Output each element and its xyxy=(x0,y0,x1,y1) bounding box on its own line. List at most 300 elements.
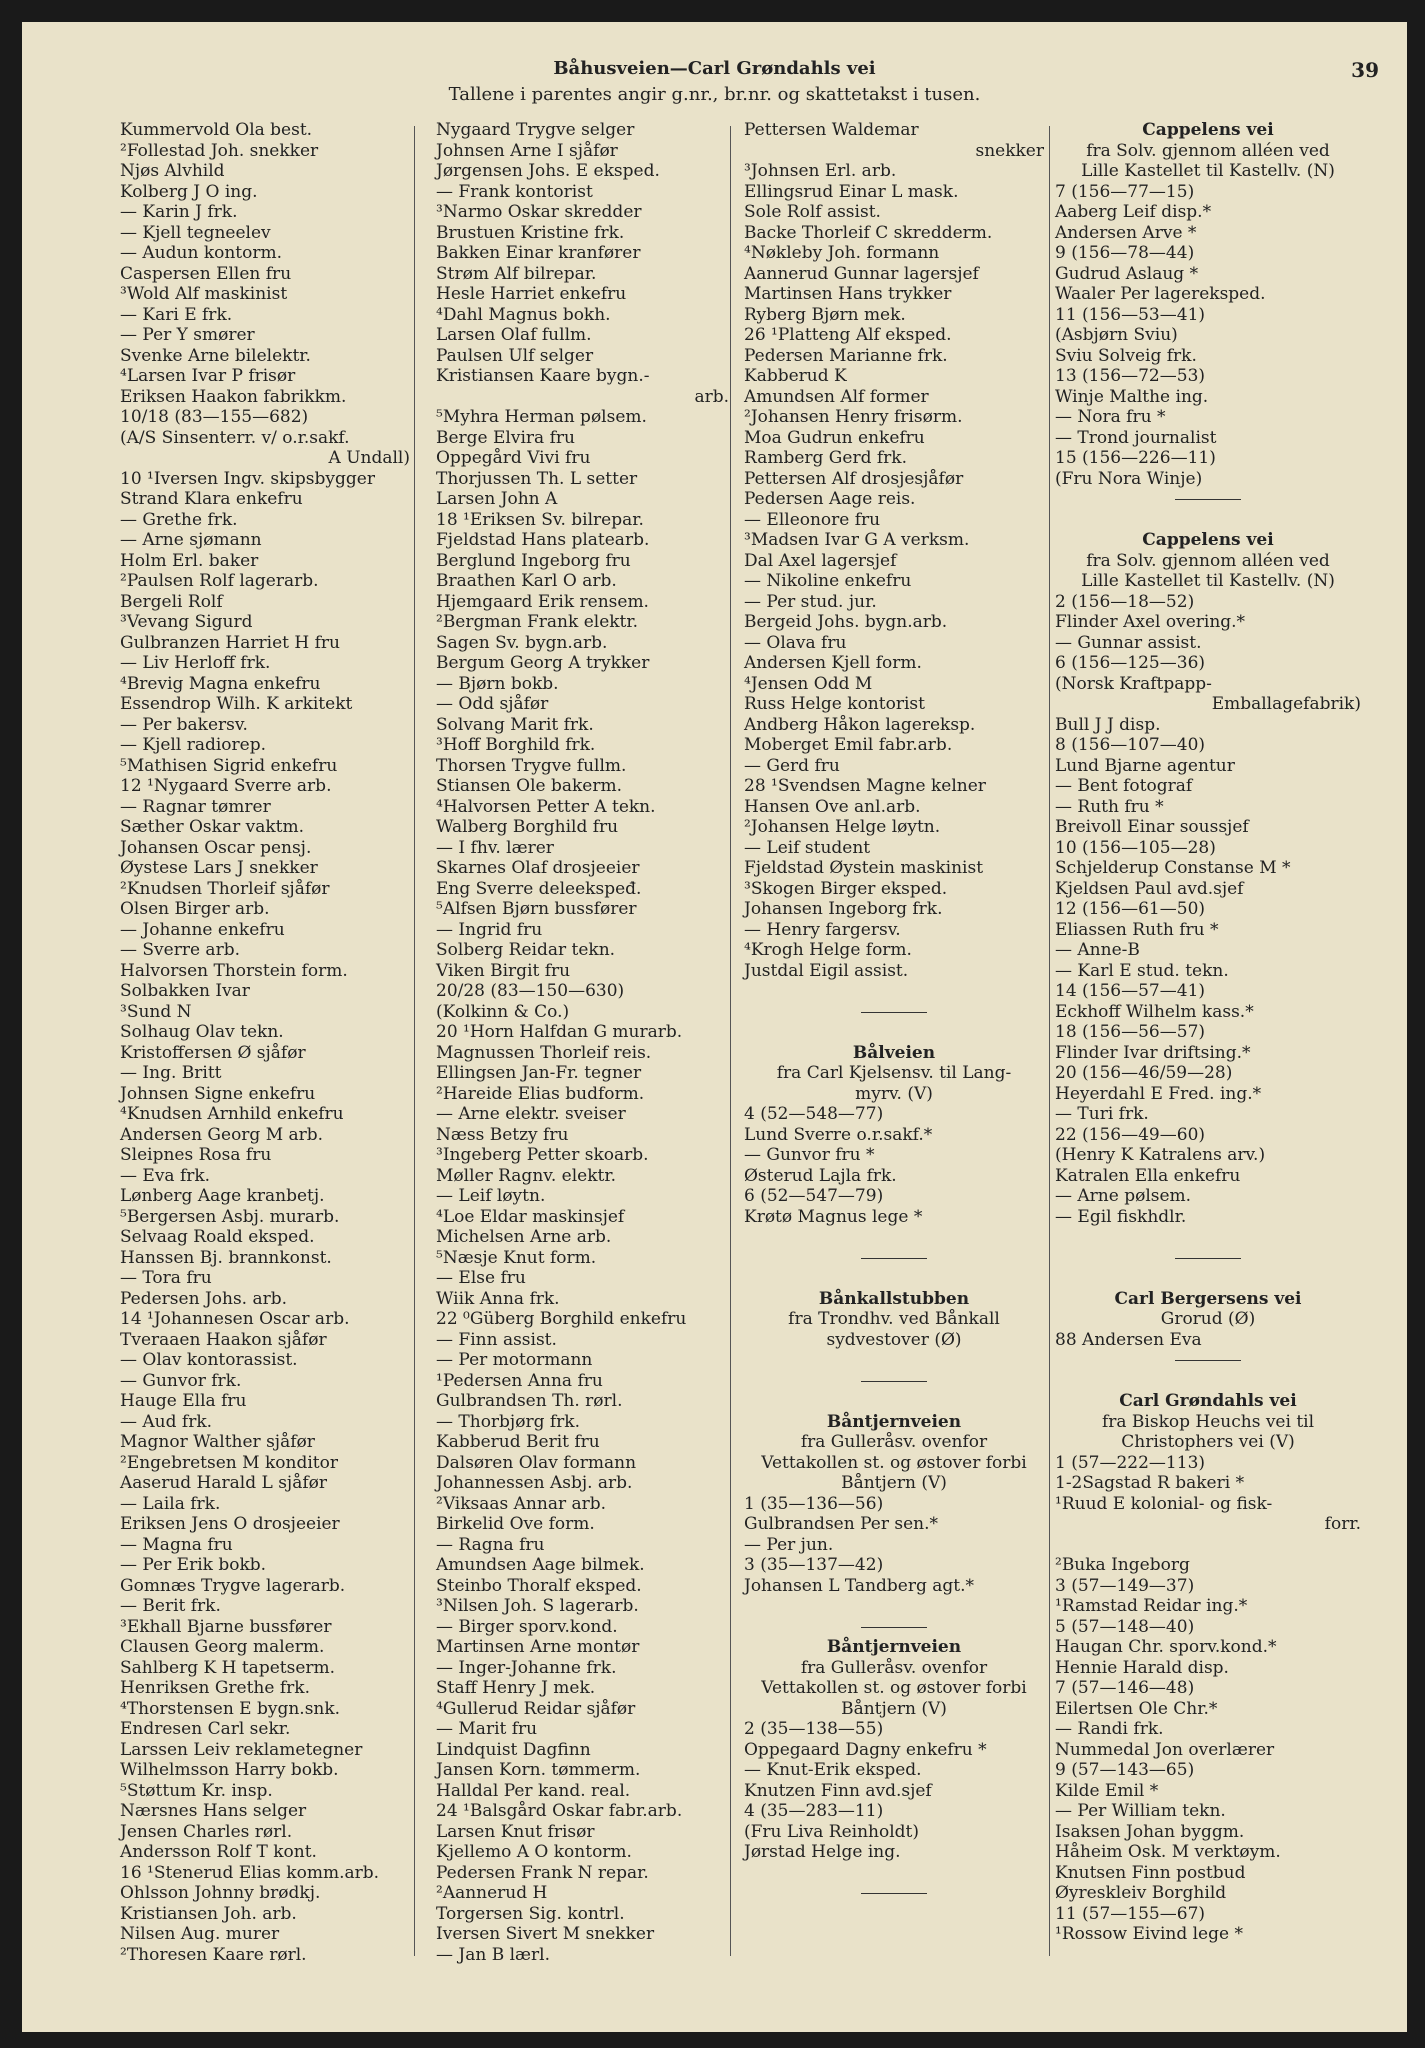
directory-line: 1 (57—222—113) xyxy=(1055,1452,1206,1473)
directory-line: Flinder Ivar driftsing.* xyxy=(1055,1042,1251,1063)
directory-line: 1-2Sagstad R bakeri * xyxy=(1055,1473,1245,1493)
directory-line: — Leif løytn. xyxy=(436,1186,546,1206)
directory-line: Lindquist Dagfinn xyxy=(436,1739,591,1760)
directory-line: myrv. (V) xyxy=(855,1083,933,1104)
directory-line: Larsen John A xyxy=(436,489,558,509)
directory-line: 12 (156—61—50) xyxy=(1055,899,1206,919)
street-heading: Bånkallstubben xyxy=(818,1288,970,1309)
section-separator xyxy=(1055,1350,1361,1371)
column-4 xyxy=(1055,120,1361,1945)
directory-line: — Sverre arb. xyxy=(120,940,240,960)
directory-line: Caspersen Ellen fru xyxy=(120,263,292,284)
directory-line: ⁵Næsje Knut form. xyxy=(436,1247,597,1268)
spacer xyxy=(1055,1535,1361,1556)
street-heading: Båntjernveien xyxy=(826,1411,962,1432)
directory-line: Flinder Axel overing.* xyxy=(1055,612,1246,632)
directory-line: — Grethe frk. xyxy=(120,509,238,530)
section-separator xyxy=(744,1883,1044,1904)
directory-line: — Kjell radiorep. xyxy=(120,735,267,755)
directory-line: ⁵Bergersen Asbj. murarb. xyxy=(120,1206,340,1227)
directory-line: Johansen Ingeborg frk. xyxy=(744,899,943,919)
directory-line: Lund Bjarne agentur xyxy=(1055,755,1235,776)
directory-line: 15 (156—226—11) xyxy=(1055,448,1216,468)
page-subtitle: Tallene i parentes angir g.nr., br.nr. og skattetakst i tusen. xyxy=(448,84,981,105)
directory-line: Fjeldstad Øystein maskinist xyxy=(744,858,984,878)
directory-line: Bergum Georg A trykker xyxy=(436,653,650,673)
directory-line: — Arne sjømann xyxy=(120,530,262,550)
directory-line: ⁵Alfsen Bjørn bussfører xyxy=(436,899,637,919)
directory-line: — Anne-B xyxy=(1055,940,1140,960)
directory-line: Håheim Osk. M verktøym. xyxy=(1055,1842,1281,1862)
directory-line: 13 (156—72—53) xyxy=(1055,366,1206,386)
directory-line: 14 (156—57—41) xyxy=(1055,981,1206,1001)
directory-line: Nærsnes Hans selger xyxy=(120,1801,307,1821)
directory-line: ⁴Brevig Magna enkefru xyxy=(120,673,321,694)
directory-line: Solhaug Olav tekn. xyxy=(120,1022,284,1042)
directory-line: Larsen Knut frisør xyxy=(436,1821,595,1842)
directory-line: Båntjern (V) xyxy=(841,1698,947,1719)
directory-line: 9 (156—78—44) xyxy=(1055,243,1195,263)
column-2 xyxy=(436,120,729,1965)
directory-line: 20 (156—46/59—28) xyxy=(1055,1063,1233,1083)
directory-line: 9 (57—143—65) xyxy=(1055,1760,1195,1780)
directory-line: Njøs Alvhild xyxy=(120,161,225,181)
directory-line: Jansen Korn. tømmerm. xyxy=(436,1760,641,1780)
directory-line: Sole Rolf assist. xyxy=(744,202,881,222)
directory-line: Knutsen Finn postbud xyxy=(1055,1862,1246,1883)
directory-line: Bergeid Johs. bygn.arb. xyxy=(744,612,948,632)
directory-line: fra Solv. gjennom alléen ved xyxy=(1086,550,1330,571)
spacer xyxy=(1055,1227,1361,1248)
directory-line: 26 ¹Platteng Alf eksped. xyxy=(744,325,952,345)
directory-line: Schjelderup Constanse M * xyxy=(1055,858,1291,878)
directory-line: Kristiansen Kaare bygn.- xyxy=(436,366,650,386)
directory-line: Hansen Ove anl.arb. xyxy=(744,796,921,817)
directory-line: — Gunnar assist. xyxy=(1055,632,1202,653)
directory-line: — Per Y smører xyxy=(120,325,255,345)
directory-line: Øyreskleiv Borghild xyxy=(1055,1883,1227,1903)
directory-line: — I fhv. lærer xyxy=(436,837,554,858)
directory-line: Walberg Borghild fru xyxy=(436,817,619,837)
directory-line: Gulbrandsen Per sen.* xyxy=(744,1514,938,1534)
directory-line: Eriksen Haakon fabrikkm. xyxy=(120,386,347,407)
directory-line: Grorud (Ø) xyxy=(1160,1309,1256,1329)
spacer xyxy=(744,1227,1044,1248)
directory-line: — Jan B lærl. xyxy=(436,1944,550,1965)
directory-line: ⁴Dahl Magnus bokh. xyxy=(436,304,611,325)
directory-line: Eliassen Ruth fru * xyxy=(1055,919,1219,940)
directory-line: Hennie Harald disp. xyxy=(1055,1657,1229,1678)
directory-line: ⁵Støttum Kr. insp. xyxy=(120,1780,273,1801)
directory-line: — Arne pølsem. xyxy=(1055,1186,1192,1206)
directory-line: Heyerdahl E Fred. ing.* xyxy=(1055,1083,1262,1104)
directory-line: — Marit fru xyxy=(436,1719,538,1739)
directory-line: Næss Betzy fru xyxy=(436,1124,569,1145)
directory-line: Sæther Oskar vaktm. xyxy=(120,817,305,837)
directory-line: Bergeli Rolf xyxy=(120,591,223,612)
directory-line: Moberget Emil fabr.arb. xyxy=(744,735,953,755)
directory-line: Fjeldstad Hans platearb. xyxy=(436,530,650,550)
directory-line: Øystese Lars J snekker xyxy=(120,858,318,878)
directory-line: Martinsen Arne montør xyxy=(436,1637,640,1657)
directory-line: 2 (156—18—52) xyxy=(1055,591,1195,612)
directory-line: Steinbo Thoralf eksped. xyxy=(436,1575,642,1596)
directory-line: 16 ¹Stenerud Elias komm.arb. xyxy=(120,1862,380,1883)
street-heading: Båntjernveien xyxy=(826,1637,962,1657)
directory-line: — Bjørn bokb. xyxy=(436,673,559,694)
directory-line: — Laila frk. xyxy=(120,1493,221,1514)
directory-line: Sahlberg K H tapetserm. xyxy=(120,1657,336,1678)
street-heading: Carl Bergersens vei xyxy=(1114,1288,1302,1309)
directory-line: 3 (57—149—37) xyxy=(1055,1575,1195,1596)
directory-line: Skarnes Olaf drosjeeier xyxy=(436,858,640,878)
directory-line: Backe Thorleif C skredderm. xyxy=(744,222,993,243)
directory-line: ²Bergman Frank elektr. xyxy=(436,612,639,632)
directory-line: ³Wold Alf maskinist xyxy=(120,284,288,304)
directory-line: ³Madsen Ivar G A verksm. xyxy=(744,530,970,550)
directory-line: — Henry fargersv. xyxy=(744,919,901,940)
directory-line: Lønberg Aage kranbetj. xyxy=(120,1186,325,1206)
directory-line: 6 (52—547—79) xyxy=(744,1186,884,1206)
directory-line: Tveraaen Haakon sjåfør xyxy=(120,1329,327,1350)
directory-line: ²Thoresen Kaare rørl. xyxy=(120,1944,307,1965)
directory-line: ²Follestad Joh. snekker xyxy=(120,140,319,161)
directory-line: Båntjern (V) xyxy=(841,1473,947,1493)
directory-line: ³Johnsen Erl. arb. xyxy=(744,161,897,181)
directory-line: Birkelid Ove form. xyxy=(436,1514,595,1534)
directory-line: Andersen Arve * xyxy=(1055,222,1197,243)
directory-line: Oppegaard Dagny enkefru * xyxy=(744,1739,987,1760)
directory-line: Vettakollen st. og østover forbi xyxy=(761,1678,1027,1698)
directory-line: — Ing. Britt xyxy=(120,1063,222,1083)
directory-line: Solberg Reidar tekn. xyxy=(436,940,616,960)
directory-line: — Ragna fru xyxy=(436,1534,545,1555)
directory-line: ⁴Loe Eldar maskinsjef xyxy=(436,1206,625,1227)
page-title: Båhusveien—Carl Grøndahls vei xyxy=(553,58,876,79)
directory-line: ³Nilsen Joh. S lagerarb. xyxy=(436,1596,639,1616)
directory-line: 22 ⁰Güberg Borghild enkefru xyxy=(436,1309,687,1329)
directory-line: 88 Andersen Eva xyxy=(1055,1329,1202,1350)
directory-line: Gulbranzen Harriet H fru xyxy=(120,632,340,653)
directory-line: (Fru Nora Winje) xyxy=(1055,468,1203,489)
directory-line: ²Engebretsen M konditor xyxy=(120,1452,338,1473)
directory-line: Dalsøren Olav formann xyxy=(436,1452,637,1473)
directory-line: — Magna fru xyxy=(120,1534,233,1555)
directory-line: Paulsen Ulf selger xyxy=(436,345,594,366)
spacer xyxy=(744,1268,1044,1289)
directory-line: Johnsen Signe enkefru xyxy=(120,1083,316,1104)
directory-line: Breivoll Einar soussjef xyxy=(1055,817,1249,837)
directory-line: Nilsen Aug. murer xyxy=(120,1924,280,1944)
directory-line: Torgersen Sig. kontrl. xyxy=(436,1903,625,1924)
column-divider xyxy=(1049,126,1050,1956)
directory-line: ²Johansen Henry frisørm. xyxy=(744,407,963,427)
directory-line: snekker xyxy=(975,140,1044,161)
directory-line: Nygaard Trygve selger xyxy=(436,120,635,140)
directory-line: — Arne elektr. sveiser xyxy=(436,1104,626,1124)
directory-line: Emballagefabrik) xyxy=(1211,694,1361,714)
directory-page xyxy=(22,22,1407,2032)
directory-line: Ramberg Gerd frk. xyxy=(744,448,907,468)
directory-line: ⁵Myhra Herman pølsem. xyxy=(436,407,647,427)
directory-line: ¹Ramstad Reidar ing.* xyxy=(1055,1596,1248,1616)
directory-line: Stiansen Ole bakerm. xyxy=(436,776,623,796)
directory-line: Johnsen Arne I sjåfør xyxy=(436,140,618,161)
directory-line: ¹Pedersen Anna fru xyxy=(436,1370,603,1391)
spacer xyxy=(744,1596,1044,1617)
directory-line: 18 ¹Eriksen Sv. bilrepar. xyxy=(436,509,644,530)
directory-line: Viken Birgit fru xyxy=(436,960,571,981)
directory-line: ⁴Gullerud Reidar sjåfør xyxy=(436,1698,636,1719)
directory-line: Henriksen Grethe frk. xyxy=(120,1678,310,1698)
directory-line: Kristiansen Joh. arb. xyxy=(120,1903,297,1924)
directory-line: — Thorbjørg frk. xyxy=(436,1411,580,1432)
directory-line: Lille Kastellet til Kastellv. (N) xyxy=(1081,571,1335,591)
directory-line: Johansen Oscar pensj. xyxy=(120,837,312,858)
directory-line: Halvorsen Thorstein form. xyxy=(120,960,348,981)
directory-line: — Gunvor frk. xyxy=(120,1370,242,1391)
directory-line: Lille Kastellet til Kastellv. (N) xyxy=(1081,161,1335,181)
directory-line: — Inger-Johanne frk. xyxy=(436,1657,617,1678)
directory-line: Iversen Sivert M snekker xyxy=(436,1924,655,1944)
spacer xyxy=(744,1022,1044,1043)
directory-line: Kabberud K xyxy=(744,366,847,386)
directory-line: — Audun kontorm. xyxy=(120,243,283,263)
directory-line: Larsen Olaf fullm. xyxy=(436,325,592,345)
spacer xyxy=(744,981,1044,1002)
section-separator xyxy=(1055,489,1361,510)
directory-line: Østerud Lajla frk. xyxy=(744,1165,897,1186)
directory-line: — Ragnar tømrer xyxy=(120,796,271,817)
directory-line: fra Solv. gjennom alléen ved xyxy=(1086,140,1330,161)
directory-line: 10 ¹Iversen Ingv. skipsbygger xyxy=(120,468,375,489)
directory-line: Andersson Rolf T kont. xyxy=(120,1842,317,1862)
street-heading: Cappelens vei xyxy=(1142,530,1274,550)
directory-line: Dal Axel lagersjef xyxy=(744,550,897,571)
directory-line: Gudrud Aslaug * xyxy=(1055,263,1199,284)
directory-line: forr. xyxy=(1324,1514,1361,1534)
directory-line: Svenke Arne bilelektr. xyxy=(120,345,311,366)
directory-line: — Karin J frk. xyxy=(120,202,238,222)
directory-line: — Else fru xyxy=(436,1268,526,1288)
directory-line: Kabberud Berit fru xyxy=(436,1432,600,1452)
directory-line: Moa Gudrun enkefru xyxy=(744,427,925,448)
directory-line: ⁴Knudsen Arnhild enkefru xyxy=(120,1104,344,1124)
directory-line: Kummervold Ola best. xyxy=(120,120,313,140)
directory-line: Amundsen Alf former xyxy=(744,386,929,407)
directory-line: Nummedal Jon overlærer xyxy=(1055,1739,1275,1760)
directory-line: Gomnæs Trygve lagerarb. xyxy=(120,1575,346,1596)
directory-line: Johansen L Tandberg agt.* xyxy=(744,1575,975,1596)
directory-line: ⁴Krogh Helge form. xyxy=(744,940,912,960)
directory-line: Bakken Einar kranfører xyxy=(436,243,641,263)
directory-line: Larssen Leiv reklametegner xyxy=(120,1739,363,1760)
directory-line: Selvaag Roald eksped. xyxy=(120,1227,315,1247)
street-heading: Carl Grøndahls vei xyxy=(1119,1391,1297,1411)
directory-line: Strøm Alf bilrepar. xyxy=(436,263,597,284)
directory-line: Essendrop Wilh. K arkitekt xyxy=(120,694,353,714)
directory-line: Halldal Per kand. real. xyxy=(436,1780,631,1801)
directory-line: Clausen Georg malerm. xyxy=(120,1637,325,1657)
directory-line: 10 (156—105—28) xyxy=(1055,837,1216,858)
directory-line: — Randi frk. xyxy=(1055,1719,1164,1739)
directory-line: — Per jun. xyxy=(744,1534,834,1555)
directory-line: Magnussen Thorleif reis. xyxy=(436,1042,652,1063)
directory-line: Ohlsson Johnny brødkj. xyxy=(120,1883,321,1903)
directory-line: Berge Elvira fru xyxy=(436,427,575,448)
directory-line: 22 (156—49—60) xyxy=(1055,1124,1206,1145)
directory-line: Eckhoff Wilhelm kass.* xyxy=(1055,1001,1254,1022)
directory-line: Johannessen Asbj. arb. xyxy=(436,1473,633,1493)
directory-line: Hjemgaard Erik rensem. xyxy=(436,591,649,612)
directory-line: ³Narmo Oskar skredder xyxy=(436,202,642,222)
directory-line: 6 (156—125—36) xyxy=(1055,653,1206,673)
directory-line: Haugan Chr. sporv.kond.* xyxy=(1055,1637,1277,1657)
directory-line: 7 (156—77—15) xyxy=(1055,181,1195,202)
directory-line: Christophers vei (V) xyxy=(1121,1432,1295,1452)
directory-line: — Frank kontorist xyxy=(436,181,593,202)
directory-line: Waaler Per lagereksped. xyxy=(1055,284,1266,304)
directory-line: ²Knudsen Thorleif sjåfør xyxy=(120,878,330,899)
directory-line: — Egil fiskhdlr. xyxy=(1055,1206,1187,1227)
directory-line: Solvang Marit frk. xyxy=(436,714,594,735)
directory-line: A Undall) xyxy=(328,448,410,468)
directory-line: — Ingrid fru xyxy=(436,919,543,940)
directory-line: Jørstad Helge ing. xyxy=(744,1842,901,1862)
directory-line: — Kjell tegneelev xyxy=(120,222,271,243)
directory-line: 4 (52—548—77) xyxy=(744,1104,884,1124)
directory-line: 2 (35—138—55) xyxy=(744,1719,884,1739)
directory-line: — Odd sjåfør xyxy=(436,694,549,714)
directory-line: 8 (156—107—40) xyxy=(1055,735,1206,755)
directory-line: ¹Ruud E kolonial- og fisk- xyxy=(1055,1493,1273,1514)
directory-line: fra Gulleråsv. ovenfor xyxy=(800,1657,988,1678)
directory-line: Justdal Eigil assist. xyxy=(744,960,909,981)
spacer xyxy=(1055,1268,1361,1289)
directory-line: (Kolkinn & Co.) xyxy=(436,1001,570,1022)
directory-line: Isaksen Johan byggm. xyxy=(1055,1821,1245,1842)
directory-line: Holm Erl. baker xyxy=(120,550,259,571)
directory-line: Winje Malthe ing. xyxy=(1055,386,1209,407)
directory-line: 20 ¹Horn Halfdan G murarb. xyxy=(436,1022,683,1042)
directory-line: — Liv Herloff frk. xyxy=(120,653,271,673)
directory-line: Berglund Ingeborg fru xyxy=(436,550,631,571)
directory-line: — Birger sporv.kond. xyxy=(436,1616,618,1637)
directory-line: ²Aannerud H xyxy=(436,1883,548,1903)
directory-line: Jensen Charles rørl. xyxy=(120,1821,293,1842)
spacer xyxy=(1055,510,1361,531)
section-separator xyxy=(744,1371,1044,1392)
directory-line: ³Skogen Birger eksped. xyxy=(744,878,948,899)
directory-line: — Johanne enkefru xyxy=(120,919,285,940)
directory-line: — Elleonore fru xyxy=(744,509,881,530)
directory-line: fra Gulleråsv. ovenfor xyxy=(800,1432,988,1452)
directory-line: — Per Erik bokb. xyxy=(120,1555,267,1575)
directory-line: Ellingsen Jan-Fr. tegner xyxy=(436,1063,642,1083)
directory-line: 10/18 (83—155—682) xyxy=(120,407,309,427)
directory-line: fra Carl Kjelsensv. til Lang- xyxy=(776,1063,1012,1083)
directory-line: — Eva frk. xyxy=(120,1165,211,1186)
directory-line: Kjellemo A O kontorm. xyxy=(436,1842,632,1862)
directory-line: Bull J J disp. xyxy=(1055,714,1161,735)
directory-line: — Tora fru xyxy=(120,1268,212,1288)
directory-line: 5 (57—148—40) xyxy=(1055,1616,1195,1637)
directory-line: Andersen Kjell form. xyxy=(744,653,922,673)
section-separator xyxy=(1055,1248,1361,1269)
directory-line: Katralen Ella enkefru xyxy=(1055,1165,1241,1186)
directory-line: (A/S Sinsenterr. v/ o.r.sakf. xyxy=(120,427,350,448)
directory-line: ⁴Halvorsen Petter A tekn. xyxy=(436,796,656,817)
directory-line: Sviu Solveig frk. xyxy=(1055,345,1197,366)
directory-line: Amundsen Aage bilmek. xyxy=(436,1555,645,1575)
directory-line: Kolberg J O ing. xyxy=(120,181,258,202)
spacer xyxy=(744,1350,1044,1371)
directory-line: Pedersen Frank N repar. xyxy=(436,1862,649,1883)
directory-line: ¹Rossow Eivind lege * xyxy=(1055,1924,1243,1944)
directory-line: ²Viksaas Annar arb. xyxy=(436,1493,607,1514)
directory-line: ²Johansen Helge løytn. xyxy=(744,817,941,837)
directory-line: Møller Ragnv. elektr. xyxy=(436,1165,617,1186)
directory-line: Lund Sverre o.r.sakf.* xyxy=(744,1124,933,1145)
directory-line: Ellingsrud Einar L mask. xyxy=(744,181,959,202)
directory-line: ⁴Larsen Ivar P frisør xyxy=(120,366,296,386)
directory-line: 20/28 (83—150—630) xyxy=(436,981,625,1001)
spacer xyxy=(744,1863,1044,1884)
directory-line: ⁴Jensen Odd M xyxy=(744,673,873,694)
directory-line: Hauge Ella fru xyxy=(120,1391,247,1411)
directory-line: — Aud frk. xyxy=(120,1411,213,1432)
directory-line: Martinsen Hans trykker xyxy=(744,284,952,304)
directory-line: Staff Henry J mek. xyxy=(436,1678,596,1698)
directory-line: Eilertsen Ole Chr.* xyxy=(1055,1698,1218,1719)
directory-line: Kjeldsen Paul avd.sjef xyxy=(1055,878,1244,899)
directory-line: Hanssen Bj. brannkonst. xyxy=(120,1247,332,1268)
directory-line: Sagen Sv. bygn.arb. xyxy=(436,632,608,653)
directory-line: Oppegård Vivi fru xyxy=(436,448,591,468)
directory-line: 28 ¹Svendsen Magne kelner xyxy=(744,776,986,796)
directory-line: Olsen Birger arb. xyxy=(120,899,270,919)
directory-line: 18 (156—56—57) xyxy=(1055,1022,1206,1042)
directory-line: — Gerd fru xyxy=(744,755,840,776)
section-separator xyxy=(744,1617,1044,1638)
directory-line: Andersen Georg M arb. xyxy=(120,1124,324,1145)
directory-line: — Olava fru xyxy=(744,632,847,653)
directory-line: ²Buka Ingeborg xyxy=(1055,1555,1190,1575)
directory-line: Jørgensen Johs. E eksped. xyxy=(436,161,660,181)
directory-line: Ryberg Bjørn mek. xyxy=(744,304,906,325)
spacer xyxy=(1055,1371,1361,1392)
directory-line: fra Biskop Heuchs vei til xyxy=(1101,1411,1315,1432)
directory-line: — Nora fru * xyxy=(1055,407,1166,427)
directory-line: — Per bakersv. xyxy=(120,714,248,735)
section-separator xyxy=(744,1248,1044,1269)
directory-line: Eng Sverre deleekspeđ. xyxy=(436,878,642,899)
directory-line: ³Sund N xyxy=(120,1001,192,1022)
directory-line: 14 ¹Johannesen Oscar arb. xyxy=(120,1309,350,1329)
directory-line: Eriksen Jens O drosjeeier xyxy=(120,1514,340,1534)
directory-line: (Fru Liva Reinholdt) xyxy=(744,1821,919,1842)
directory-line: ³Hoff Borghild frk. xyxy=(436,735,596,755)
directory-line: — Trond journalist xyxy=(1055,427,1217,448)
directory-line: Thorsen Trygve fullm. xyxy=(436,755,627,776)
directory-line: Sleipnes Rosa fru xyxy=(120,1145,272,1165)
column-1 xyxy=(120,120,410,1965)
directory-line: (Norsk Kraftpapp- xyxy=(1055,673,1212,694)
directory-line: ²Hareide Elias budform. xyxy=(436,1083,645,1104)
directory-line: — Turi frk. xyxy=(1055,1104,1149,1124)
directory-line: 11 (57—155—67) xyxy=(1055,1903,1206,1924)
directory-line: ³Vevang Sigurd xyxy=(120,612,253,632)
